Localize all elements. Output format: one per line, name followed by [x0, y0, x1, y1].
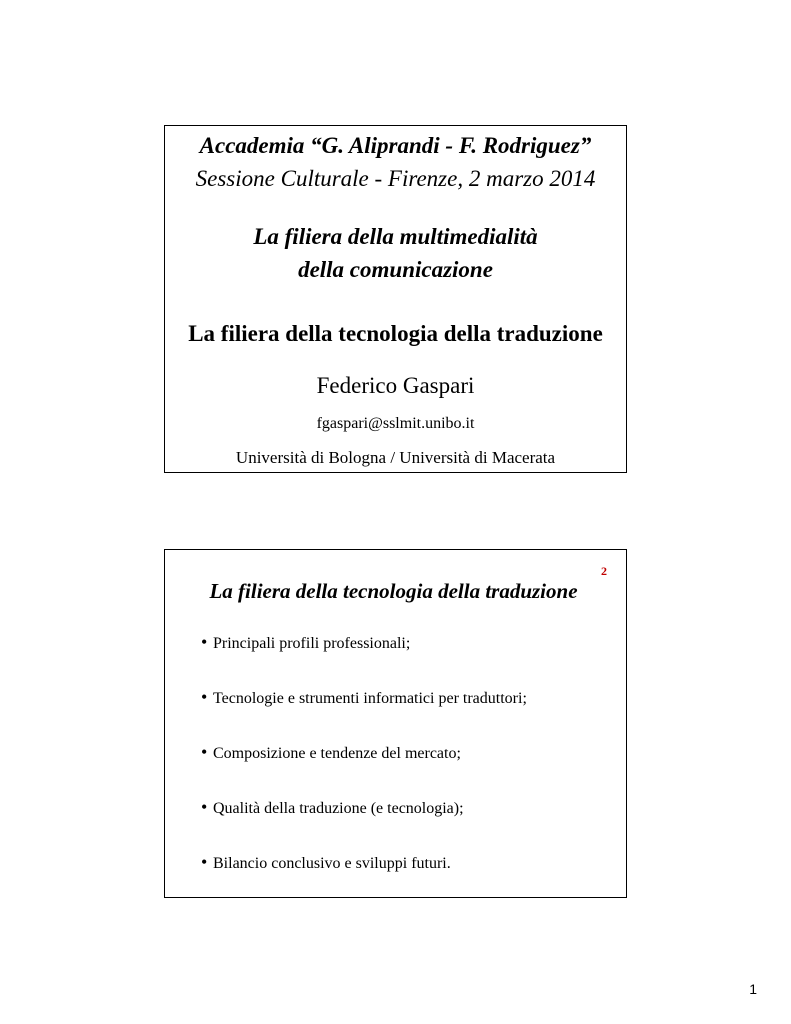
bullet-list [201, 632, 527, 907]
bullet-icon: • [201, 632, 208, 652]
slide-2 [164, 549, 627, 898]
list-item-text: Bilancio conclusivo e sviluppi futuri. [213, 855, 451, 872]
list-item [201, 687, 527, 707]
bullet-icon: • [201, 687, 208, 707]
slide-1 [164, 125, 627, 473]
bullet-icon: • [201, 797, 208, 817]
list-item [201, 742, 527, 762]
list-item-text: Tecnologie e strumenti informatici per traduttori; [213, 690, 527, 707]
list-item-text: Principali profili professionali; [213, 635, 411, 652]
bullet-icon: • [201, 742, 208, 762]
author-name: Federico Gaspari [316, 373, 475, 398]
main-title-line-1: La filiera della multimedialità [253, 224, 538, 249]
list-item-text: Qualità della traduzione (e tecnologia); [213, 800, 464, 817]
academy-title: Accademia “G. Aliprandi - F. Rodriguez” [199, 133, 592, 158]
session-subtitle: Sessione Culturale - Firenze, 2 marzo 2014 [195, 166, 596, 191]
list-item-text: Composizione e tendenze del mercato; [213, 745, 461, 762]
list-item [201, 632, 527, 652]
main-title-line-2: della comunicazione [298, 257, 493, 282]
author-email: fgaspari@sslmit.unibo.it [316, 415, 475, 432]
list-item [201, 852, 527, 872]
presentation-subtitle: La filiera della tecnologia della traduzione [188, 321, 603, 346]
slide-title: La filiera della tecnologia della traduzione [209, 579, 578, 603]
author-university: Università di Bologna / Università di Macerata [235, 448, 556, 467]
slide-number: 2 [601, 564, 607, 578]
list-item [201, 797, 527, 817]
page-number: 1 [749, 981, 757, 997]
bullet-icon: • [201, 852, 208, 872]
